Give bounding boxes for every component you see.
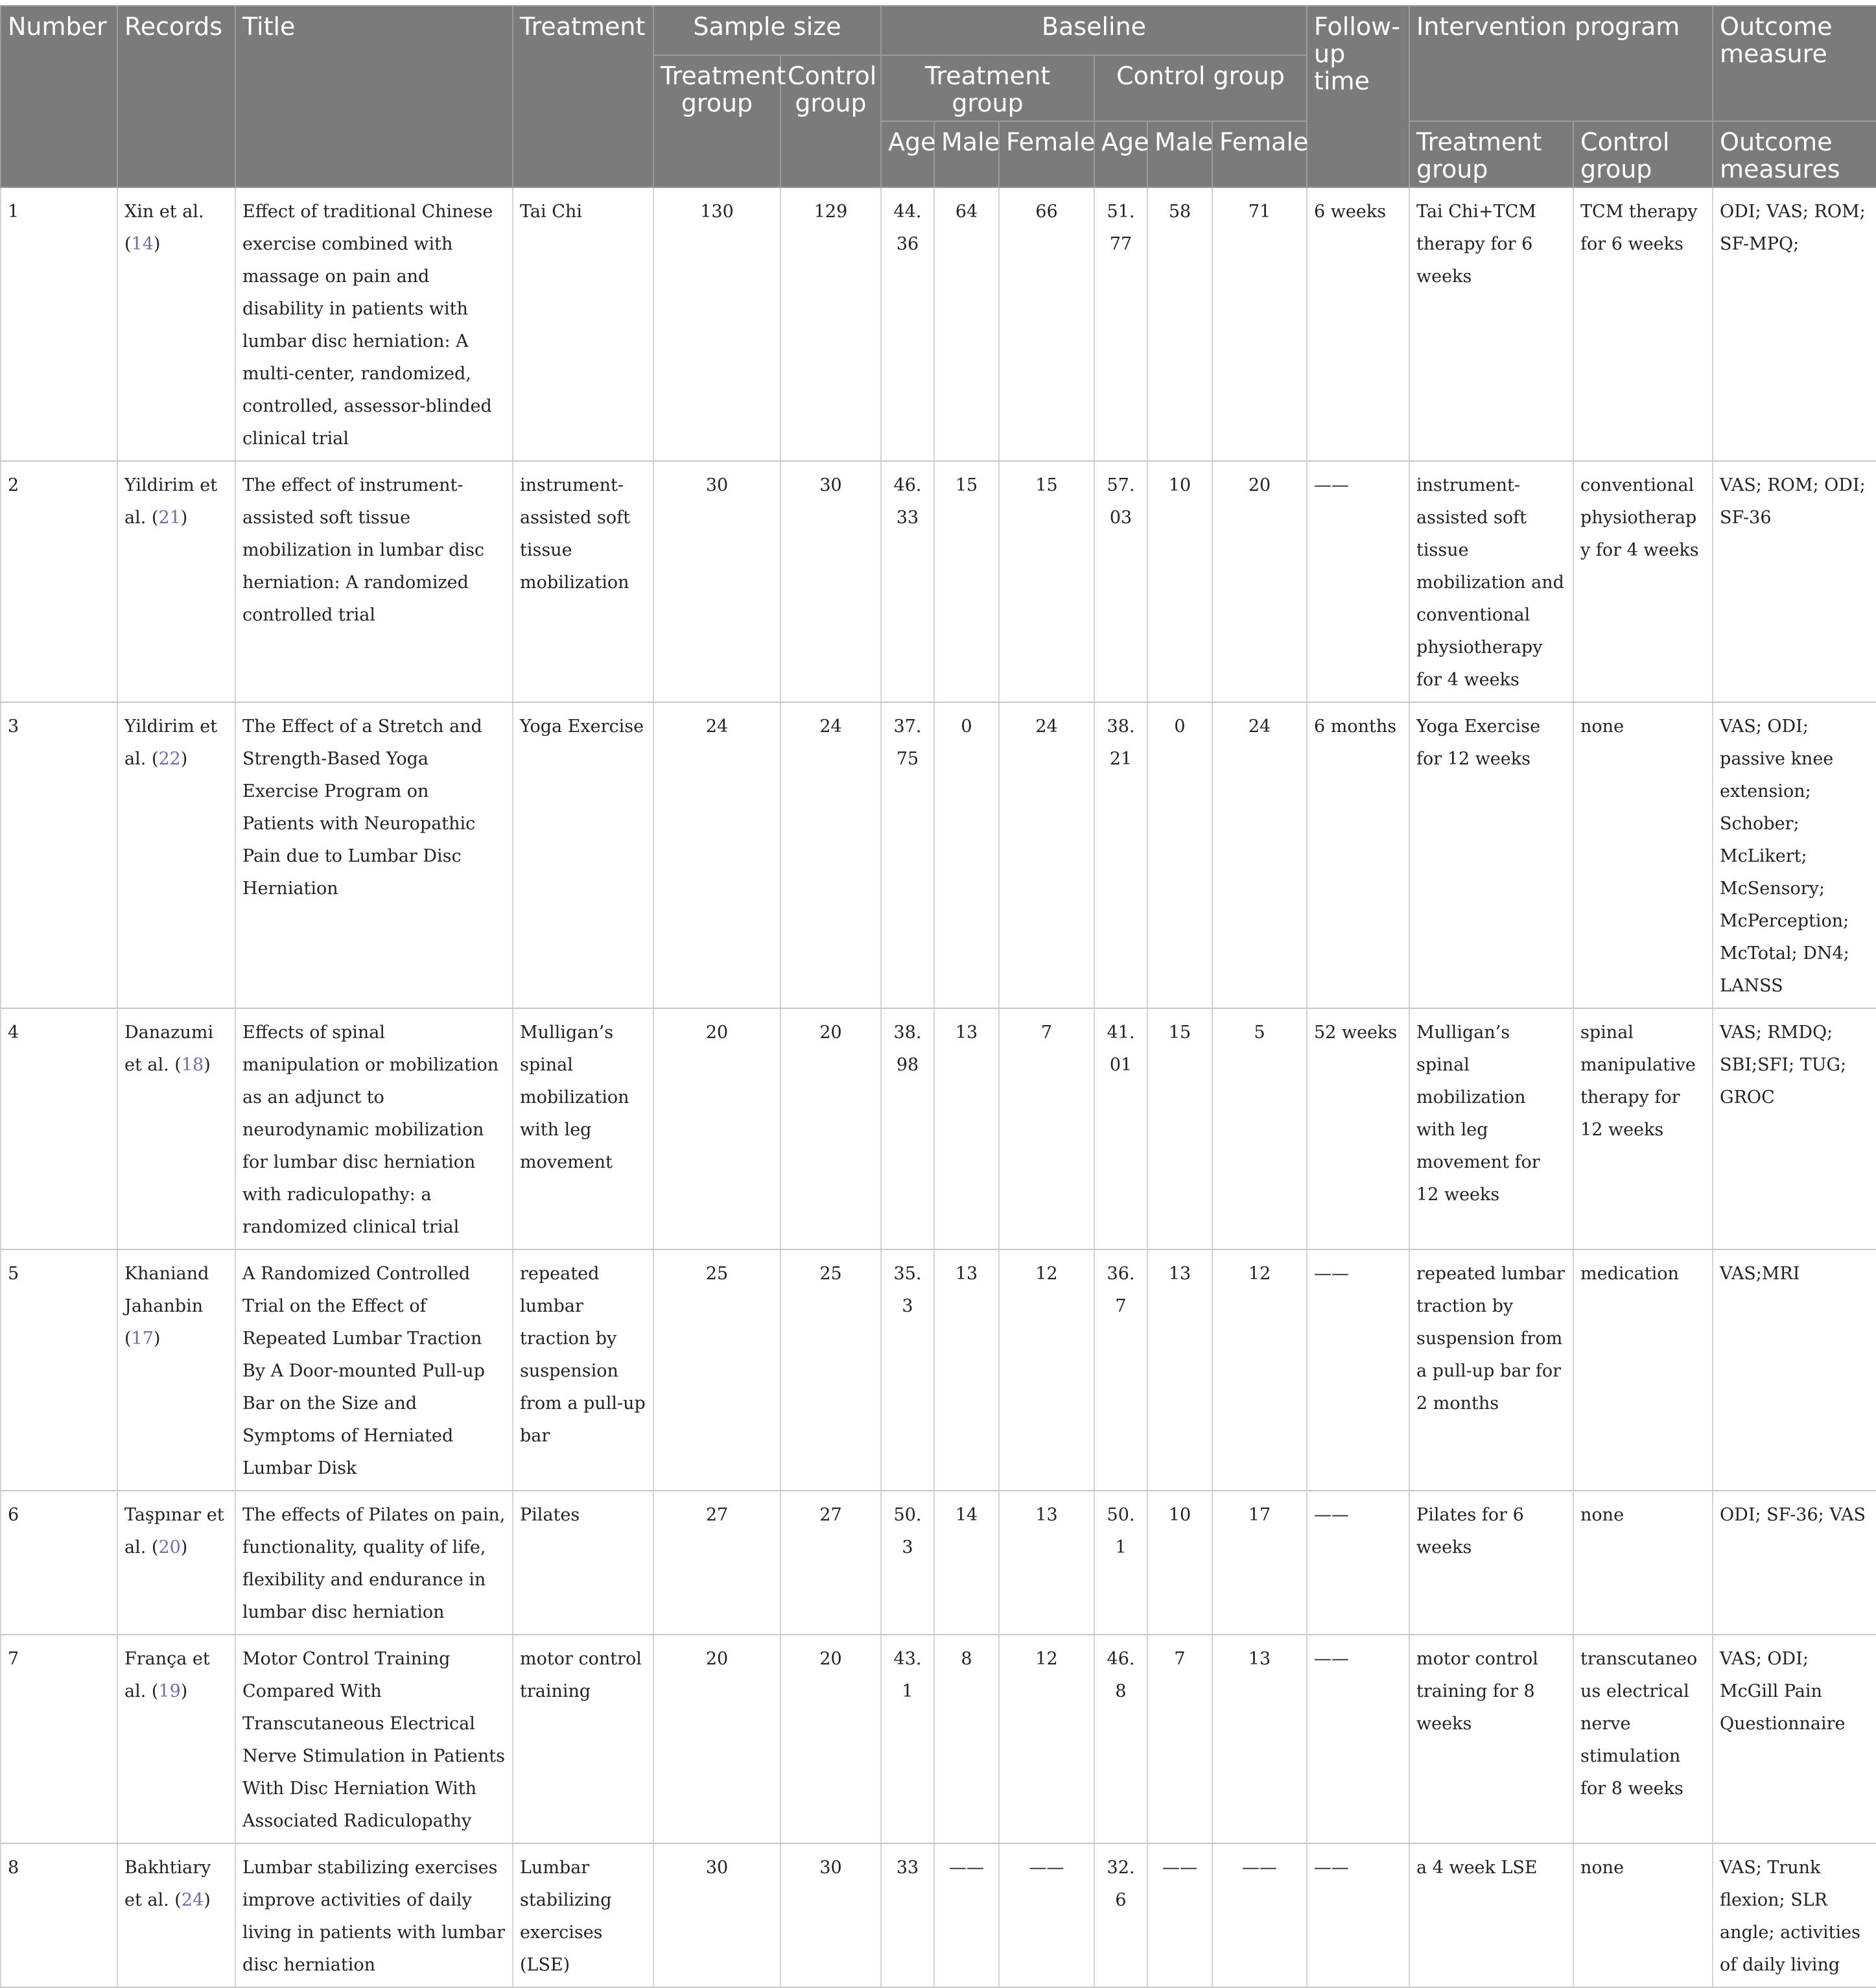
treatment-female-cell: 12 [999,1249,1094,1491]
treatment-female-cell: 66 [999,187,1094,461]
intervention-treatment-cell: motor control training for 8 weeks [1409,1635,1573,1843]
intervention-control-cell: spinal manipulative therapy for 12 weeks [1573,1008,1713,1249]
intervention-control-cell: TCM therapy for 6 weeks [1573,187,1713,461]
number-cell: 4 [1,1008,117,1249]
table-row [1,1635,1876,1843]
treatment-age-cell: 35.3 [881,1249,934,1491]
header-intervention-control-group: Control group [1573,121,1713,187]
intervention-treatment-cell: Pilates for 6 weeks [1409,1491,1573,1635]
control-female-cell: 13 [1212,1635,1307,1843]
control-male-cell: 0 [1147,702,1212,1008]
table-body [1,187,1876,1987]
treatment-age-cell: 38.98 [881,1008,934,1249]
header-baseline-control-group: Control group [1094,55,1307,121]
follow-up-cell: —— [1307,1249,1409,1491]
control-age-cell: 38.21 [1094,702,1147,1008]
header-control-female: Female [1212,121,1307,187]
records-cell [117,461,235,702]
header-intervention-treatment-group: Treatment group [1409,121,1573,187]
author-text: Yildirim et al. ( [124,716,218,769]
sample-treatment-cell: 24 [653,702,780,1008]
author-text: Bakhtiary et al. ( [124,1858,211,1910]
sample-control-cell: 30 [780,461,881,702]
header-records: Records [117,6,235,187]
number-cell: 7 [1,1635,117,1843]
control-female-cell: 5 [1212,1008,1307,1249]
sample-control-cell: 30 [780,1843,881,1987]
control-age-cell: 36.7 [1094,1249,1147,1491]
header-treatment: Treatment [513,6,653,187]
reference-link[interactable]: 14 [131,234,154,254]
sample-control-cell: 20 [780,1008,881,1249]
sample-treatment-cell: 30 [653,461,780,702]
reference-link[interactable]: 17 [131,1329,154,1349]
table-row [1,1249,1876,1491]
header-intervention: Intervention program [1409,6,1713,121]
follow-up-cell: 52 weeks [1307,1008,1409,1249]
intervention-treatment-cell: repeated lumbar traction by suspension from a pull-up bar for 2 months [1409,1249,1573,1491]
author-text: Taşpınar et al. ( [124,1505,224,1557]
treatment-female-cell: 15 [999,461,1094,702]
control-age-cell: 51.77 [1094,187,1147,461]
outcome-cell: VAS; ODI; McGill Pain Questionnaire [1713,1635,1876,1843]
header-outcome-measures: Outcome measures [1713,121,1876,187]
treatment-female-cell: 7 [999,1008,1094,1249]
intervention-control-cell: none [1573,702,1713,1008]
treatment-male-cell: —— [934,1843,999,1987]
title-cell: Motor Control Training Compared With Transcutaneous Electrical Nerve Stimulation in Patients With Disc Herniation With Associated Radiculopathy [235,1635,513,1843]
control-female-cell: 71 [1212,187,1307,461]
title-cell: The Effect of a Stretch and Strength-Based Yoga Exercise Program on Patients with Neuropathic Pain due to Lumbar Disc Herniation [235,702,513,1008]
records-cell [117,1843,235,1987]
treatment-female-cell: 12 [999,1635,1094,1843]
sample-treatment-cell: 27 [653,1491,780,1635]
control-age-cell: 50.1 [1094,1491,1147,1635]
number-cell: 8 [1,1843,117,1987]
intervention-control-cell: medication [1573,1249,1713,1491]
author-text: Danazumi et al. ( [124,1023,214,1075]
control-male-cell: 13 [1147,1249,1212,1491]
sample-treatment-cell: 20 [653,1635,780,1843]
reference-link[interactable]: 18 [181,1055,204,1075]
intervention-treatment-cell: Tai Chi+TCM therapy for 6 weeks [1409,187,1573,461]
paren-text: ) [153,234,161,254]
reference-link[interactable]: 21 [158,508,181,528]
control-female-cell: 20 [1212,461,1307,702]
records-cell [117,702,235,1008]
intervention-control-cell: conventional physiotherapy for 4 weeks [1573,461,1713,702]
sample-treatment-cell: 30 [653,1843,780,1987]
sample-control-cell: 24 [780,702,881,1008]
records-cell [117,1491,235,1635]
intervention-control-cell: transcutaneous electrical nerve stimulation for 8 weeks [1573,1635,1713,1843]
records-cell [117,1249,235,1491]
table-row [1,1008,1876,1249]
paren-text: ) [204,1890,211,1910]
control-female-cell: —— [1212,1843,1307,1987]
header-sample-control-group: Control group [780,55,881,187]
header-baseline: Baseline [881,6,1307,55]
follow-up-cell: —— [1307,461,1409,702]
treatment-female-cell: —— [999,1843,1094,1987]
header-title: Title [235,6,513,187]
table-row [1,1491,1876,1635]
header-number: Number [1,6,117,187]
header-control-male: Male [1147,121,1212,187]
header-outcome: Outcome measure [1713,6,1876,121]
control-female-cell: 24 [1212,702,1307,1008]
follow-up-cell: —— [1307,1843,1409,1987]
table-row [1,187,1876,461]
control-age-cell: 57.03 [1094,461,1147,702]
author-text: França et al. ( [124,1649,210,1701]
sample-control-cell: 27 [780,1491,881,1635]
outcome-cell: VAS;MRI [1713,1249,1876,1491]
control-age-cell: 46.8 [1094,1635,1147,1843]
control-female-cell: 17 [1212,1491,1307,1635]
header-baseline-treatment-group: Treatment group [881,55,1094,121]
header-treatment-female: Female [999,121,1094,187]
treatment-cell: Tai Chi [513,187,653,461]
outcome-cell: ODI; SF-36; VAS [1713,1491,1876,1635]
intervention-control-cell: none [1573,1843,1713,1987]
paren-text: ) [180,749,188,769]
treatment-male-cell: 0 [934,702,999,1008]
header-sample-treatment-group: Treatment group [653,55,780,187]
treatment-male-cell: 64 [934,187,999,461]
author-text: Xin et al. ( [124,202,204,254]
intervention-treatment-cell: Mulligan’s spinal mobilization with leg movement for 12 weeks [1409,1008,1573,1249]
records-cell [117,187,235,461]
outcome-cell: VAS; ROM; ODI; SF-36 [1713,461,1876,702]
table-row [1,702,1876,1008]
control-age-cell: 32.6 [1094,1843,1147,1987]
control-male-cell: —— [1147,1843,1212,1987]
follow-up-cell: 6 weeks [1307,187,1409,461]
control-male-cell: 7 [1147,1635,1212,1843]
title-cell: The effect of instrument-assisted soft tissue mobilization in lumbar disc herniation: A randomized controlled trial [235,461,513,702]
control-male-cell: 10 [1147,461,1212,702]
title-cell: Lumbar stabilizing exercises improve activities of daily living in patients with lumbar disc herniation [235,1843,513,1987]
paren-text: ) [153,1329,161,1349]
treatment-age-cell: 50.3 [881,1491,934,1635]
control-age-cell: 41.01 [1094,1008,1147,1249]
table-row [1,1843,1876,1987]
treatment-cell: instrument-assisted soft tissue mobilization [513,461,653,702]
header-treatment-male: Male [934,121,999,187]
sample-control-cell: 25 [780,1249,881,1491]
intervention-treatment-cell: a 4 week LSE [1409,1843,1573,1987]
header-treatment-age: Age [881,121,934,187]
intervention-control-cell: none [1573,1491,1713,1635]
table-row [1,461,1876,702]
treatment-cell: Yoga Exercise [513,702,653,1008]
treatment-cell: motor control training [513,1635,653,1843]
follow-up-cell: 6 months [1307,702,1409,1008]
title-cell: Effects of spinal manipulation or mobilization as an adjunct to neurodynamic mobilization for lumbar disc herniation with radiculopathy: a randomized clinical trial [235,1008,513,1249]
treatment-age-cell: 37.75 [881,702,934,1008]
author-text: Khaniand Jahanbin ( [124,1264,209,1349]
paren-text: ) [180,508,188,528]
number-cell: 3 [1,702,117,1008]
control-male-cell: 58 [1147,187,1212,461]
outcome-cell: ODI; VAS; ROM; SF-MPQ; [1713,187,1876,461]
sample-treatment-cell: 130 [653,187,780,461]
reference-link[interactable]: 24 [181,1890,204,1910]
reference-link[interactable]: 19 [158,1681,181,1701]
records-cell [117,1008,235,1249]
treatment-age-cell: 44.36 [881,187,934,461]
intervention-treatment-cell: Yoga Exercise for 12 weeks [1409,702,1573,1008]
treatment-male-cell: 14 [934,1491,999,1635]
paren-text: ) [204,1055,211,1075]
header-sample-size: Sample size [653,6,881,55]
table-header [1,6,1876,187]
sample-treatment-cell: 25 [653,1249,780,1491]
control-male-cell: 15 [1147,1008,1212,1249]
title-cell: A Randomized Controlled Trial on the Effect of Repeated Lumbar Traction By A Door-mounted Pull-up Bar on the Size and Symptoms of Herniated Lumbar Disk [235,1249,513,1491]
paren-text: ) [180,1537,188,1557]
records-cell [117,1635,235,1843]
treatment-cell: Pilates [513,1491,653,1635]
outcome-cell: VAS; ODI; passive knee extension; Schober; McLikert; McSensory; McPerception; McTotal; DN4; LANSS [1713,702,1876,1008]
treatment-male-cell: 13 [934,1249,999,1491]
treatment-age-cell: 43.1 [881,1635,934,1843]
treatment-cell: Mulligan’s spinal mobilization with leg movement [513,1008,653,1249]
title-cell: The effects of Pilates on pain, functionality, quality of life, flexibility and endurance in lumbar disc herniation [235,1491,513,1635]
number-cell: 2 [1,461,117,702]
intervention-treatment-cell: instrument-assisted soft tissue mobilization and conventional physiotherapy for 4 weeks [1409,461,1573,702]
sample-treatment-cell: 20 [653,1008,780,1249]
follow-up-cell: —— [1307,1635,1409,1843]
header-follow-up: Follow-up time [1307,6,1409,187]
reference-link[interactable]: 22 [158,749,181,769]
paren-text: ) [180,1681,188,1701]
treatment-female-cell: 24 [999,702,1094,1008]
outcome-cell: VAS; RMDQ; SBI;SFI; TUG; GROC [1713,1008,1876,1249]
sample-control-cell: 20 [780,1635,881,1843]
treatment-age-cell: 46.33 [881,461,934,702]
reference-link[interactable]: 20 [158,1537,181,1557]
follow-up-cell: —— [1307,1491,1409,1635]
title-cell: Effect of traditional Chinese exercise combined with massage on pain and disability in patients with lumbar disc herniation: A multi-center, randomized, controlled, assessor-blinded clinical trial [235,187,513,461]
control-male-cell: 10 [1147,1491,1212,1635]
author-text: Yildirim et al. ( [124,475,218,528]
treatment-age-cell: 33 [881,1843,934,1987]
sample-control-cell: 129 [780,187,881,461]
treatment-male-cell: 15 [934,461,999,702]
treatment-male-cell: 8 [934,1635,999,1843]
number-cell: 6 [1,1491,117,1635]
number-cell: 1 [1,187,117,461]
study-characteristics-table [0,5,1876,1988]
header-control-age: Age [1094,121,1147,187]
number-cell: 5 [1,1249,117,1491]
control-female-cell: 12 [1212,1249,1307,1491]
treatment-cell: repeated lumbar traction by suspension from a pull-up bar [513,1249,653,1491]
outcome-cell: VAS; Trunk flexion; SLR angle; activities of daily living [1713,1843,1876,1987]
treatment-cell: Lumbar stabilizing exercises (LSE) [513,1843,653,1987]
treatment-male-cell: 13 [934,1008,999,1249]
treatment-female-cell: 13 [999,1491,1094,1635]
